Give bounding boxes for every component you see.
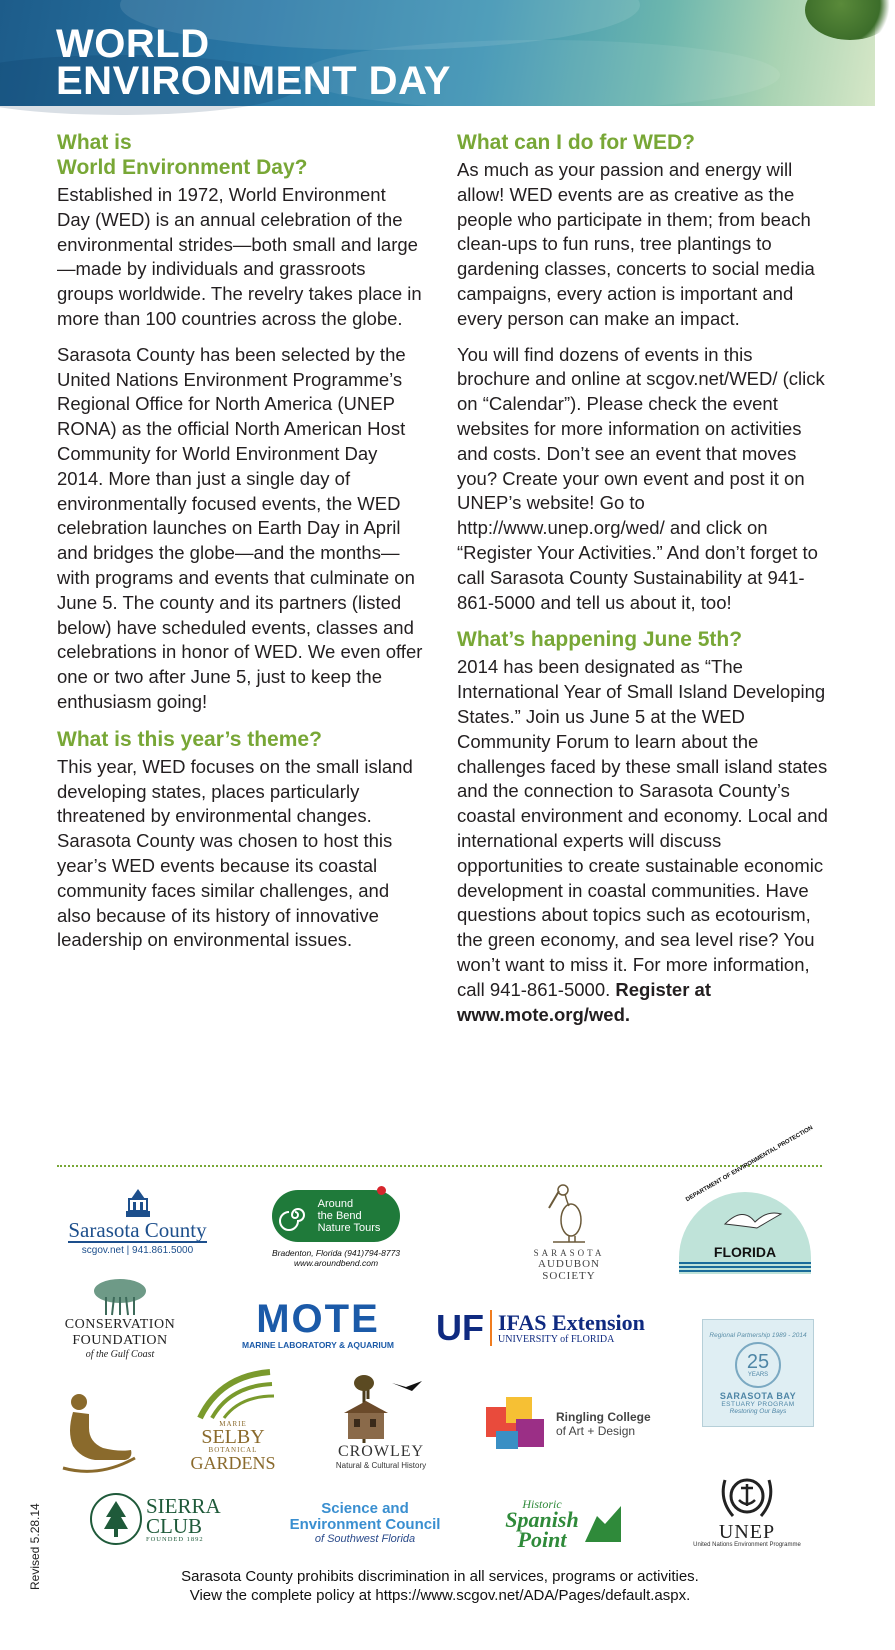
logo-badge <box>272 1190 400 1242</box>
logo-text: BOTANICAL <box>208 1446 258 1454</box>
logo-subtext: of Southwest Florida <box>314 1533 416 1545</box>
ringling-square <box>496 1431 518 1449</box>
logo-text: FOUNDATION <box>72 1332 168 1348</box>
logo-text: Historic <box>522 1497 562 1511</box>
logo-text: GARDENS <box>190 1453 276 1473</box>
register-link-text[interactable]: Register at www.mote.org/wed. <box>457 978 712 1025</box>
courthouse-icon <box>123 1185 153 1219</box>
logo-text: SARASOTA <box>533 1248 605 1258</box>
logo-uf-ifas[interactable] <box>436 1306 672 1350</box>
logo-text: CLUB <box>146 1513 203 1538</box>
estuary-number: 25 <box>746 1350 770 1373</box>
logo-subtext: UNIVERSITY of FLORIDA <box>498 1333 615 1345</box>
crowley-house-icon <box>336 1373 426 1443</box>
ringling-square <box>516 1419 544 1447</box>
logo-florida-dep[interactable] <box>675 1125 815 1280</box>
logo-subtext: of Art + Design <box>556 1424 636 1438</box>
logo-text: SIERRA <box>146 1493 221 1518</box>
tree-icon <box>92 1277 148 1317</box>
logo-selby-gardens[interactable] <box>178 1366 288 1476</box>
footer-nondiscrimination <box>90 1567 790 1605</box>
logo-text: Ringling College <box>556 1410 651 1424</box>
logo-text: MOTE <box>256 1297 380 1341</box>
logo-text: Sarasota County <box>68 1217 207 1242</box>
left-column <box>57 130 423 964</box>
seated-figure-icon <box>59 1388 137 1472</box>
logo-around-the-bend[interactable] <box>262 1188 410 1270</box>
paragraph <box>457 655 829 1027</box>
dotted-divider <box>57 1165 822 1167</box>
ladybug-icon <box>377 1186 386 1195</box>
ringling-text-block <box>550 1410 651 1438</box>
logo-text: the Bend <box>317 1210 362 1222</box>
logo-seated-figure[interactable] <box>58 1386 138 1474</box>
page-title-line: ENVIRONMENT DAY <box>56 59 451 103</box>
logo-science-environment-council[interactable] <box>280 1498 450 1548</box>
paragraph-text: 2014 has been designated as “The International Year of Small Island Developing States.” Join us June 5 at the WED Community Forum to learn about the challenges faced by these small island states and the connection to Sarasota County’s coastal environment and economy. Local and international experts will discuss opportunities to create sustainable economic development in coastal communities. Have questions about topics such as ecotourism, the green economy, and sea level rise? You won’t want to miss it. For more information, call 941-861-5000. <box>457 656 828 1000</box>
logo-text: of the Gulf Coast <box>85 1348 155 1360</box>
logo-crowley[interactable] <box>326 1368 436 1474</box>
footer-line-policy-link[interactable]: View the complete policy at https://www.scgov.net/ADA/Pages/default.aspx. <box>189 1587 691 1604</box>
estuary-circle <box>735 1342 781 1388</box>
heading-line: World Environment Day? <box>57 156 308 179</box>
banner-foliage <box>805 0 895 40</box>
logo-subtext: scgov.net | 941.861.5000 <box>81 1244 194 1256</box>
logo-text: Nature Tours <box>317 1222 381 1234</box>
logo-text: Point <box>517 1527 567 1552</box>
logo-sarasota-county[interactable] <box>55 1180 220 1260</box>
paragraph: Established in 1972, World Environment Day (WED) is an annual celebration of the environmental strides—both small and large—made by individuals and grassroots groups worldwide. The revelry takes place in more than 100 countries across the globe. <box>57 184 422 329</box>
bird-icon <box>723 1204 783 1244</box>
logo-conservation-foundation[interactable] <box>55 1265 185 1371</box>
logo-subtext: MARINE LABORATORY & AQUARIUM <box>242 1340 394 1350</box>
page-title <box>56 22 556 103</box>
dep-waves <box>679 1262 811 1274</box>
logo-text: Spanish <box>505 1507 579 1532</box>
logo-text: SELBY <box>201 1426 265 1448</box>
ringling-mark <box>486 1397 550 1451</box>
logo-text: Science and <box>321 1500 409 1517</box>
logo-subtext: www.aroundbend.com <box>293 1258 379 1268</box>
logo-text: Environment Council <box>289 1516 441 1533</box>
logo-text: CONSERVATION <box>64 1316 176 1332</box>
section-heading-what-can-i-do: What can I do for WED? <box>457 131 695 154</box>
logo-historic-spanish-point[interactable] <box>494 1494 634 1554</box>
estuary-years: YEARS <box>747 1371 769 1378</box>
header-banner <box>0 0 875 106</box>
logo-text: AUDUBON SOCIETY <box>538 1258 600 1282</box>
heading-line: What is <box>57 131 132 154</box>
logo-text: Around <box>317 1198 354 1210</box>
logo-text: CROWLEY <box>337 1442 425 1460</box>
logo-unep[interactable] <box>672 1466 822 1552</box>
logo-subtext: ESTUARY PROGRAM <box>721 1400 795 1408</box>
logo-text: SARASOTA BAY <box>719 1390 797 1401</box>
leaf-arc-icon <box>190 1370 276 1420</box>
logo-ringling-college[interactable] <box>486 1396 666 1452</box>
estuary-badge <box>702 1319 814 1427</box>
sierra-text-block <box>142 1493 221 1543</box>
paragraph: This year, WED focuses on the small island developing states, places particularly threatened by environmental changes. Sarasota County was chosen to host this year’s WED events because its coastal community faces similar challenges, and also because of its history of innovative leadership on environmental issues. <box>57 755 413 951</box>
logo-sarasota-audubon[interactable] <box>510 1178 628 1284</box>
page-title-line: WORLD <box>56 22 210 66</box>
hsp-text-block <box>505 1498 578 1550</box>
logo-text: MARIE <box>219 1420 247 1428</box>
logo-mote[interactable] <box>238 1297 398 1350</box>
paragraph: Sarasota County has been selected by the United Nations Environment Programme’s Regional Office for North America (UNEP RONA) as the official North American Host Community for World Environment Day 2014. More than just a single day of environmentally focused events, the WED celebration launches on Earth Day in April and bridges the globe—and the months—with programs and events that culminate on June 5. The county and its partners (listed below) have scheduled events, classes and celebrations in honor of WED. We even offer one or two after June 5, just to keep the enthusiasm going! <box>57 343 423 712</box>
unep-wreath-icon <box>717 1470 777 1522</box>
logo-sarasota-bay-estuary[interactable] <box>700 1318 816 1428</box>
logo-subtext: Bradenton, Florida (941)794-8773 <box>271 1248 401 1258</box>
logo-subtext: Natural & Cultural History <box>335 1460 427 1470</box>
logo-text-block <box>318 1198 381 1234</box>
logo-subtext: Restoring Our Bays <box>729 1407 787 1415</box>
revision-date: Revised 5.28.14 <box>28 1503 42 1590</box>
estuary-arc-text: Regional Partnership 1989 - 2014 <box>709 1331 807 1339</box>
sequoia-icon <box>102 1499 130 1539</box>
right-column <box>457 130 829 1038</box>
logo-sierra-club[interactable] <box>90 1486 222 1552</box>
dep-state: FLORIDA <box>713 1244 777 1260</box>
logo-text: UNEP <box>718 1521 776 1543</box>
dep-seal <box>679 1125 815 1274</box>
sierra-seal <box>90 1493 142 1545</box>
ifas-text-block <box>492 1309 645 1345</box>
pelican-icon <box>545 1180 593 1248</box>
footer-line: Sarasota County prohibits discrimination in all services, programs or activities. <box>181 1568 699 1585</box>
spiral-icon <box>282 1202 308 1228</box>
section-heading-theme: What is this year’s theme? <box>57 727 322 751</box>
hsp-mark-icon <box>583 1504 623 1544</box>
dep-arc-text: DEPARTMENT OF ENVIRONMENTAL PROTECTION <box>685 1125 815 1204</box>
logo-text: IFAS Extension <box>498 1309 645 1335</box>
paragraph: As much as your passion and energy will allow! WED events are as creative as the people who participate in them; from beach clean-ups to fun runs, tree plantings to gardening classes, concerts to social media campaigns, every action is important and every person can make an impact. <box>457 159 815 329</box>
section-heading-june-5th: What’s happening June 5th? <box>457 628 743 652</box>
paragraph: You will find dozens of events in this brochure and online at scgov.net/WED/ (click on “Calendar”). Please check the event websites for more information on activities and costs. Don’t see an event that moves you? Create your own event and post it on UNEP’s website! Go to http://www.unep.org/wed/ and click on “Register Your Activities.” And don’t forget to call Sarasota County Sustainability at 941-861-5000 and tell us about it, too! <box>457 343 825 613</box>
uf-mark: UF <box>436 1310 492 1346</box>
section-heading-what-is-wed <box>57 130 423 180</box>
logo-subtext: United Nations Environment Programme <box>693 1542 801 1548</box>
logo-subtext: FOUNDED 1892 <box>146 1535 204 1543</box>
